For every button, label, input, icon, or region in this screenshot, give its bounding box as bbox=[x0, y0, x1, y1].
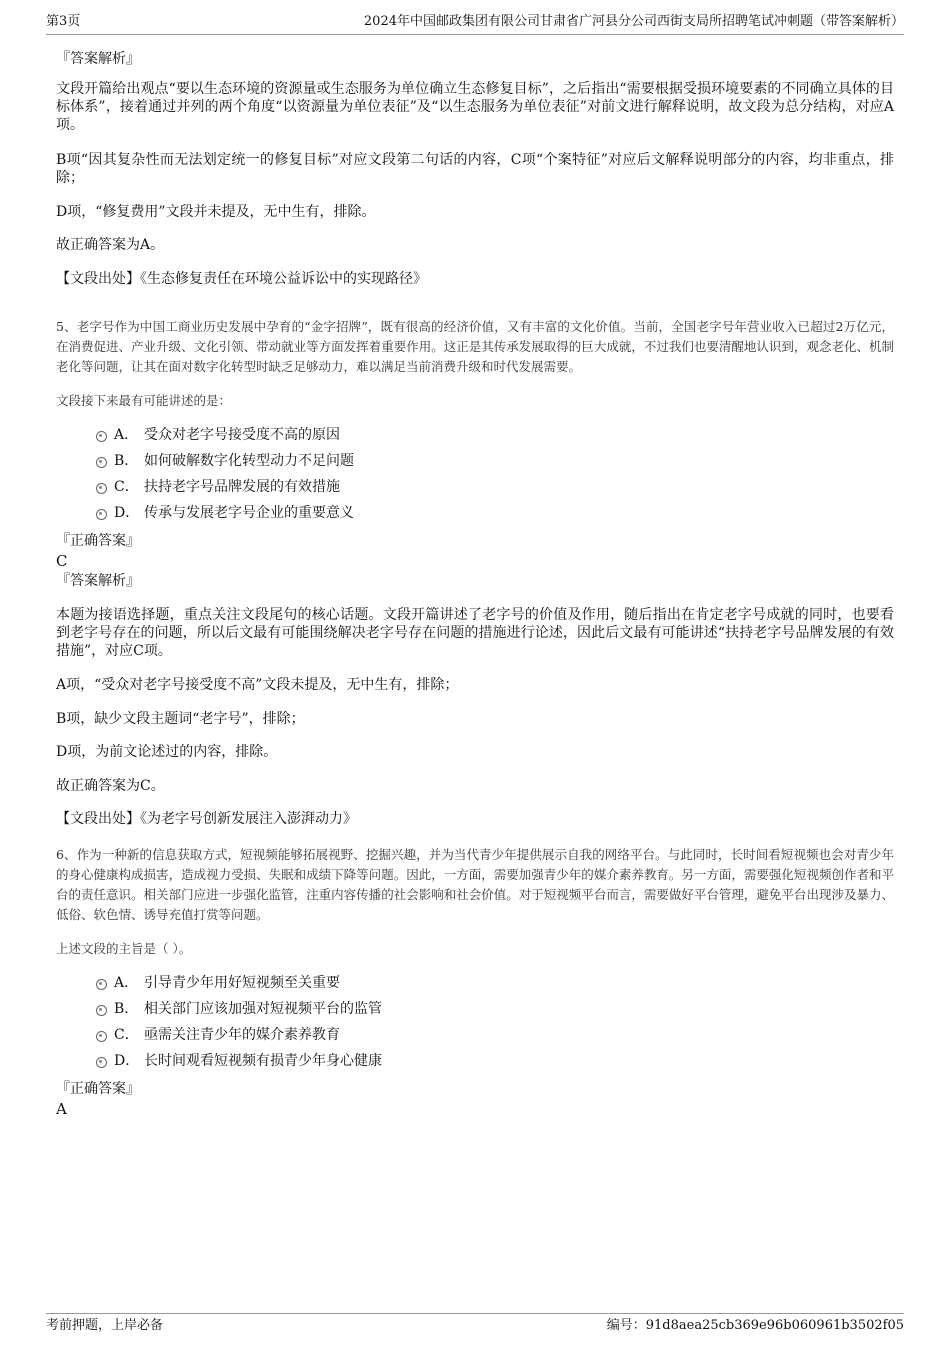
radio-icon[interactable] bbox=[96, 431, 107, 442]
q6-options bbox=[96, 970, 894, 1074]
q5-option-b[interactable]: B． 如何破解数字化转型动力不足问题 bbox=[96, 448, 894, 474]
q5-analysis-label: 『答案解析』 bbox=[56, 573, 140, 589]
q4-analysis-para-2: B项“因其复杂性而无法划定统一的修复目标”对应文段第二句话的内容，C项“个案特征”对应后文解释说明部分的内容，均非重点，排除； bbox=[56, 152, 894, 186]
q4-analysis-para-4: 故正确答案为A。 bbox=[56, 237, 165, 253]
q4-analysis-para-3: D项，“修复费用”文段并未提及，无中生有，排除。 bbox=[56, 204, 376, 220]
radio-icon[interactable] bbox=[96, 1005, 107, 1016]
q6-answer-label: 『正确答案』 bbox=[56, 1081, 140, 1097]
q5-question: 5、老字号作为中国工商业历史发展中孕育的“金字招牌”，既有很高的经济价值，又有丰富的文化价值。当前，全国老字号年营业收入已超过2万亿元，在消费促进、产业升级、文化引领、带动就业等方面发挥着重要作用。这正是其传承发展取得的巨大成就，不过我们也要清醒地认识到，观念老化、机制老化等问题，让其在面对数字化转型时缺乏足够动力，难以满足当前消费升级和时代发展需要。 bbox=[56, 319, 894, 374]
radio-icon[interactable] bbox=[96, 1031, 107, 1042]
q6-option-a[interactable]: A． 引导青少年用好短视频至关重要 bbox=[96, 970, 894, 996]
q5-stem: 文段接下来最有可能讲述的是： bbox=[56, 393, 232, 408]
page-number: 第3页 bbox=[46, 14, 81, 29]
q6-stem: 上述文段的主旨是（ ）。 bbox=[56, 941, 192, 956]
page-footer bbox=[46, 1313, 904, 1336]
q4-analysis-para-1: 文段开篇给出观点“要以生态环境的资源量或生态服务为单位确立生态修复目标”，之后指出“需要根据受损环境要素的不同确立具体的目标体系”，接着通过并列的两个角度“以资源量为单位表征”及“以生态服务为单位表征”对前文进行解释说明，故文段为总分结构，对应A项。 bbox=[56, 81, 894, 133]
q4-source: 【文段出处】《生态修复责任在环境公益诉讼中的实现路径》 bbox=[56, 271, 427, 287]
q5-analysis-para-3: B项，缺少文段主题词“老字号”，排除； bbox=[56, 711, 305, 727]
radio-icon[interactable] bbox=[96, 457, 107, 468]
radio-icon[interactable] bbox=[96, 483, 107, 494]
q6-answer: A bbox=[56, 1100, 67, 1118]
footer-slogan: 考前押题，上岸必备 bbox=[46, 1318, 164, 1333]
q5-analysis-para-1: 本题为接语选择题，重点关注文段尾句的核心话题。文段开篇讲述了老字号的价值及作用，随后指出在肯定老字号成就的同时，也要看到老字号存在的问题，所以后文最有可能围绕解决老字号存在问题的措施进行论述，因此后文最有可能讲述“扶持老字号品牌发展的有效措施”，对应C项。 bbox=[56, 607, 894, 659]
q5-source: 【文段出处】《为老字号创新发展注入澎湃动力》 bbox=[56, 811, 357, 827]
q6-option-d[interactable]: D． 长时间观看短视频有损青少年身心健康 bbox=[96, 1048, 894, 1074]
page-header bbox=[46, 12, 904, 35]
q5-analysis-para-5: 故正确答案为C。 bbox=[56, 778, 165, 794]
document-title: 2024年中国邮政集团有限公司甘肃省广河县分公司西街支局所招聘笔试冲刺题（带答案解析） bbox=[363, 14, 904, 29]
q6-question: 6、作为一种新的信息获取方式，短视频能够拓展视野、挖掘兴趣，并为当代青少年提供展示自我的网络平台。与此同时，长时间看短视频也会对青少年的身心健康构成损害，造成视力受损、失眠和成绩下降等问题。因此，一方面，需要加强青少年的媒介素养教育。另一方面，需要强化短视频创作者和平台的责任意识。相关部门应进一步强化监管，注重内容传播的社会影响和社会价值。对于短视频平台而言，需要做好平台管理，避免平台出现涉及暴力、低俗、软色情、诱导充值打赏等问题。 bbox=[56, 847, 894, 922]
footer-serial: 编号：91d8aea25cb369e96b060961b3502f05 bbox=[606, 1318, 904, 1333]
q5-option-d[interactable]: D． 传承与发展老字号企业的重要意义 bbox=[96, 500, 894, 526]
q5-analysis-para-4: D项，为前文论述过的内容，排除。 bbox=[56, 744, 278, 760]
q5-options bbox=[96, 422, 894, 526]
q5-option-a[interactable]: A． 受众对老字号接受度不高的原因 bbox=[96, 422, 894, 448]
radio-icon[interactable] bbox=[96, 1057, 107, 1068]
q6-option-b[interactable]: B． 相关部门应该加强对短视频平台的监管 bbox=[96, 996, 894, 1022]
radio-icon[interactable] bbox=[96, 979, 107, 990]
radio-icon[interactable] bbox=[96, 509, 107, 520]
q5-answer: C bbox=[56, 552, 68, 570]
q6-option-c[interactable]: C． 亟需关注青少年的媒介素养教育 bbox=[96, 1022, 894, 1048]
q5-answer-label: 『正确答案』 bbox=[56, 533, 140, 549]
q5-option-c[interactable]: C． 扶持老字号品牌发展的有效措施 bbox=[96, 474, 894, 500]
q5-analysis-para-2: A项，“受众对老字号接受度不高”文段未提及，无中生有，排除； bbox=[56, 677, 459, 693]
q4-analysis-label: 『答案解析』 bbox=[56, 51, 140, 67]
